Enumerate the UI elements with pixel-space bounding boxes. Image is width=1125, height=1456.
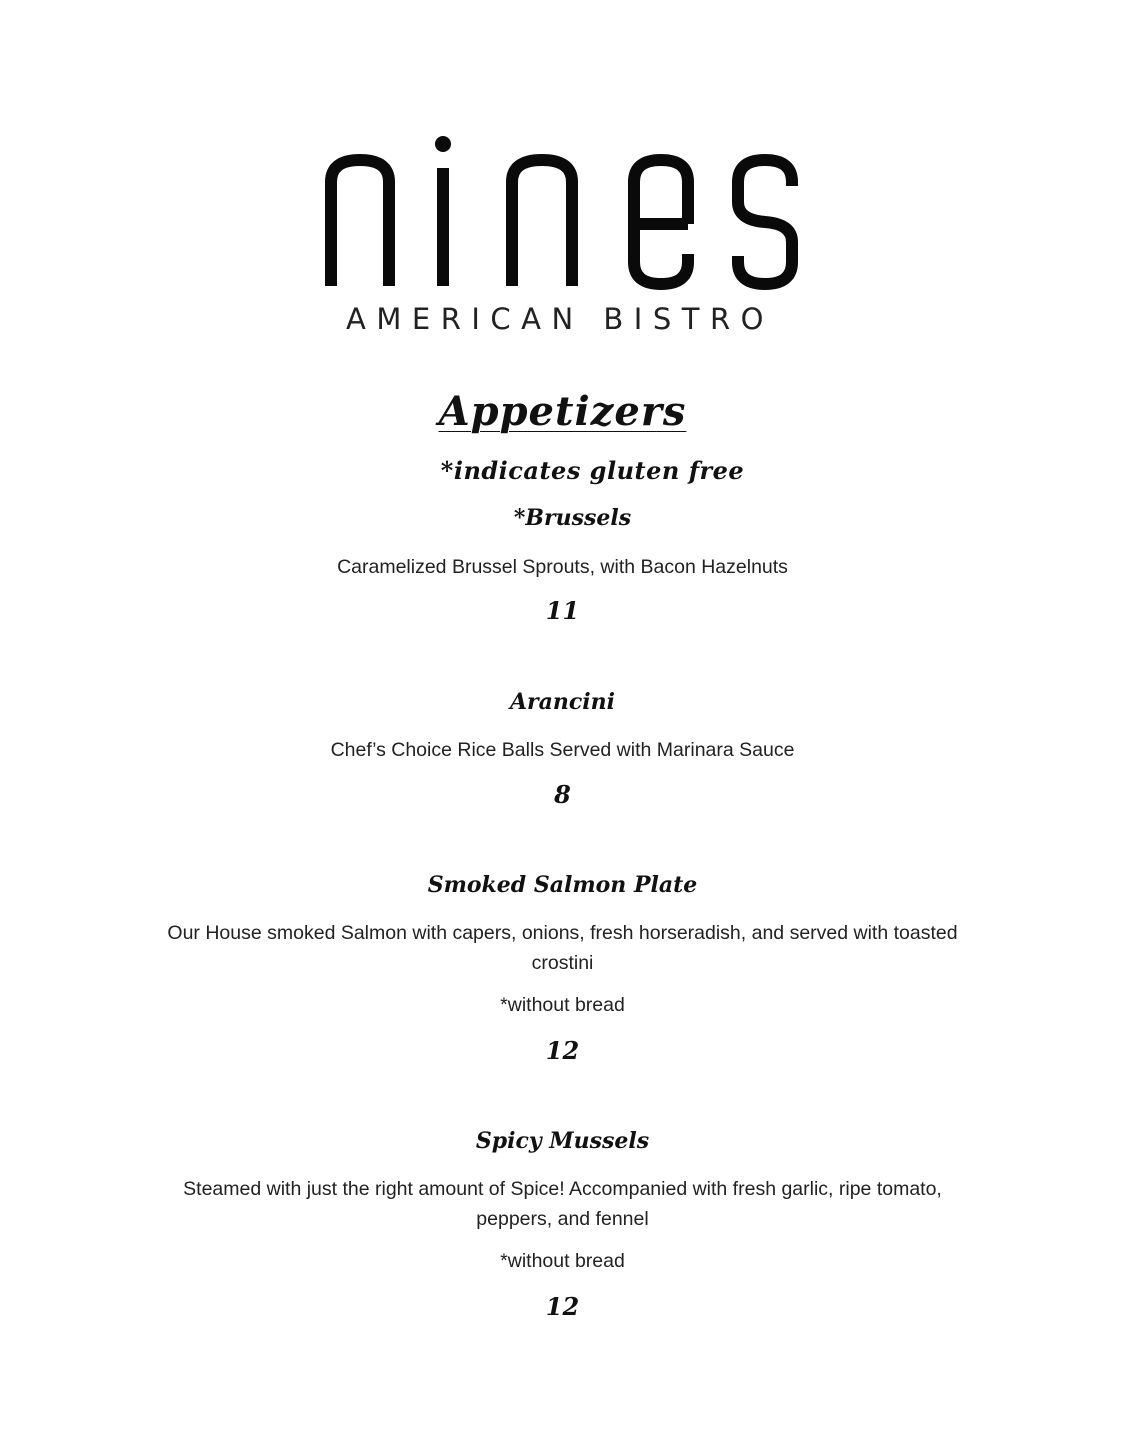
menu-item-description: Steamed with just the right amount of Spice! Accompanied with fresh garlic, ripe tomato, peppers, and fennel — [183, 1178, 942, 1230]
menu-item-name: Spicy Mussels — [475, 1128, 650, 1154]
menu-item-price: 11 — [545, 596, 580, 625]
section-title-text: Appetizers — [438, 388, 687, 435]
menu-item-description: Our House smoked Salmon with capers, onions, fresh horseradish, and served with toasted crostini — [167, 922, 958, 974]
menu-item-price: 12 — [545, 1036, 580, 1065]
section-title — [0, 388, 1125, 435]
nines-wordmark-graphic — [300, 120, 820, 290]
menu-item-price: 8 — [554, 780, 571, 809]
menu-item-price: 12 — [545, 1292, 580, 1321]
restaurant-logo — [300, 120, 820, 350]
menu-item-note: *without bread — [500, 1250, 625, 1272]
menu-item-name: *Brussels — [513, 505, 632, 531]
menu-item-description: Caramelized Brussel Sprouts, with Bacon Hazelnuts — [337, 556, 788, 578]
gluten-free-note: *indicates gluten free — [440, 456, 745, 485]
menu-item-note: *without bread — [500, 994, 625, 1016]
logo-subtitle: AMERICAN BISTRO — [346, 302, 774, 336]
menu-item-description: Chef’s Choice Rice Balls Served with Marinara Sauce — [330, 739, 795, 761]
menu-item-name: Smoked Salmon Plate — [427, 872, 698, 898]
menu-item-name: Arancini — [509, 689, 615, 715]
